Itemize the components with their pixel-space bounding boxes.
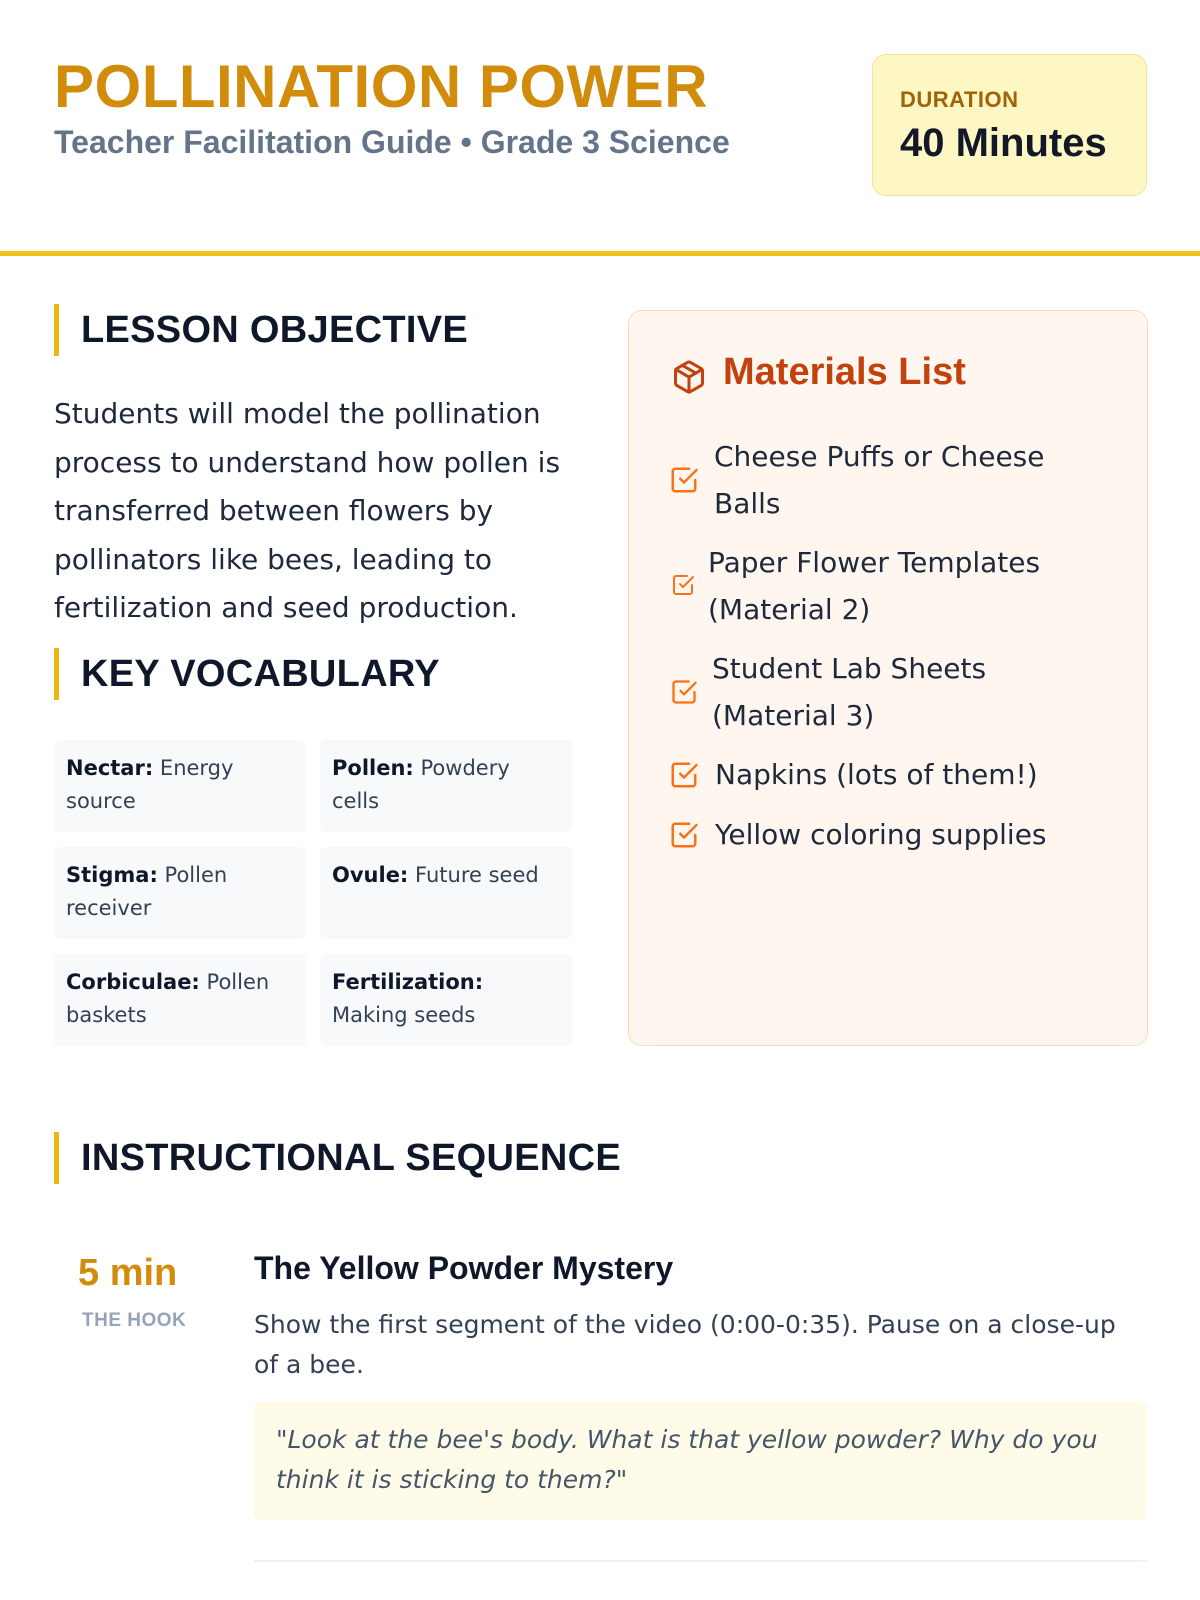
material-label: Paper Flower Templates (Material 2) — [708, 546, 1041, 626]
vocab-card-nectar — [54, 740, 306, 832]
sequence-heading: INSTRUCTIONAL SEQUENCE — [54, 1132, 621, 1184]
objective-heading: LESSON OBJECTIVE — [54, 304, 468, 356]
materials-heading: Materials List — [723, 351, 966, 393]
teacher-prompt — [254, 1402, 1147, 1520]
vocab-definition: Powdery cells — [332, 756, 510, 813]
checkbox-icon — [669, 465, 699, 495]
step-title: The Yellow Powder Mystery — [254, 1250, 674, 1286]
material-label: Student Lab Sheets (Material 3) — [712, 652, 987, 732]
vocab-term: Ovule: — [332, 863, 409, 887]
step-divider — [254, 1560, 1147, 1562]
box-icon — [671, 359, 707, 395]
vocabulary-heading: KEY VOCABULARY — [54, 648, 440, 700]
checkbox-icon — [669, 760, 699, 790]
vocab-term: Fertilization: — [332, 970, 484, 994]
materials-panel — [628, 310, 1148, 1046]
vocab-term: Nectar: — [66, 756, 154, 780]
vocab-card-stigma — [54, 847, 306, 939]
vocab-card-corbiculae — [54, 954, 306, 1046]
vocab-definition: Pollen receiver — [66, 863, 228, 920]
vocab-term: Pollen: — [332, 756, 414, 780]
material-item — [669, 811, 1129, 861]
page-subtitle: Teacher Facilitation Guide • Grade 3 Science — [54, 124, 730, 160]
vocab-definition: Making seeds — [332, 1003, 476, 1027]
checkbox-icon — [670, 678, 698, 706]
checkbox-icon — [669, 820, 699, 850]
material-label: Yellow coloring supplies — [715, 818, 1047, 851]
duration-label: DURATION — [900, 87, 1019, 112]
vocab-definition: Future seed — [415, 863, 539, 887]
material-item — [669, 539, 1129, 633]
teacher-prompt-text: "Look at the bee's body. What is that yellow powder? Why do you think it is sticking to them?" — [276, 1425, 1098, 1494]
page-header — [0, 0, 1200, 256]
step-phase: THE HOOK — [82, 1310, 187, 1331]
material-item — [669, 645, 1129, 739]
vocab-card-ovule — [320, 847, 572, 939]
page-title: POLLINATION POWER — [54, 53, 709, 120]
duration-value: 40 Minutes — [900, 121, 1107, 165]
duration-badge — [872, 54, 1147, 196]
vocab-term: Stigma: — [66, 863, 158, 887]
material-item — [669, 433, 1129, 527]
objective-text: Students will model the pollination process to understand how pollen is transferred between flowers by pollinators like bees, leading to fertilization and seed production. — [54, 397, 561, 624]
material-label: Napkins (lots of them!) — [715, 758, 1038, 791]
vocab-term: Corbiculae: — [66, 970, 200, 994]
step-description: Show the first segment of the video (0:00-0:35). Pause on a close-up of a bee. — [254, 1310, 1116, 1379]
vocab-definition: Pollen baskets — [66, 970, 270, 1027]
vocab-card-fertilization — [320, 954, 572, 1046]
vocab-card-pollen — [320, 740, 572, 832]
material-item — [669, 751, 1129, 801]
vocab-definition: Energy source — [66, 756, 234, 813]
step-time: 5 min — [78, 1252, 178, 1294]
material-label: Cheese Puffs or Cheese Balls — [714, 440, 1045, 520]
checkbox-icon — [671, 573, 695, 597]
